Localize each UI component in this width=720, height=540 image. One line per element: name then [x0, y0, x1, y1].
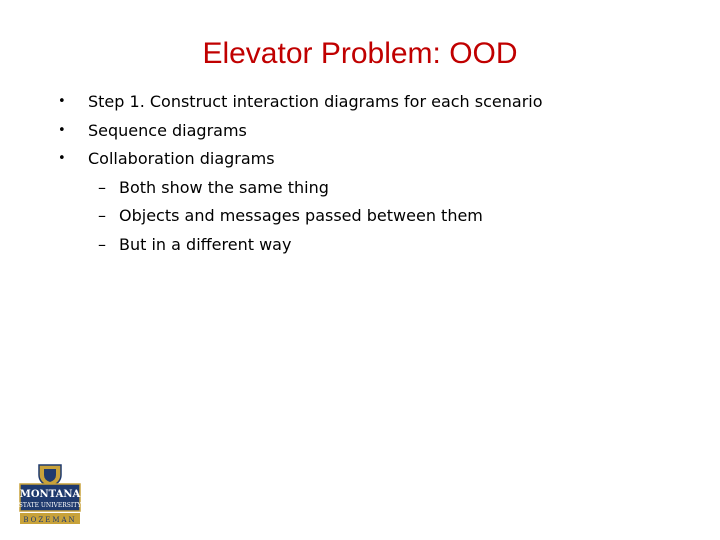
logo-line2: STATE UNIVERSITY — [18, 502, 82, 509]
bullet-item — [0, 88, 720, 117]
montana-state-logo-graphic — [15, 463, 85, 527]
bullet-item — [0, 145, 720, 174]
sub-bullet-text: Both show the same thing — [119, 177, 329, 197]
sub-bullet-marker: – — [98, 177, 106, 197]
bullet-list — [0, 88, 720, 260]
bullet-marker: • — [58, 94, 66, 109]
logo-line3: BOZEMAN — [23, 516, 77, 524]
sub-bullet-item — [0, 202, 720, 231]
bullet-text: Sequence diagrams — [88, 120, 247, 140]
logo-line1: MONTANA — [19, 489, 81, 500]
bullet-marker: • — [58, 151, 66, 167]
sub-bullet-item — [0, 174, 720, 203]
bullet-item — [0, 117, 720, 146]
montana-state-logo — [15, 463, 85, 527]
sub-bullet-marker: – — [98, 234, 106, 254]
slide-title: Elevator Problem: OOD — [202, 37, 518, 70]
bullet-text: Step 1. Construct interaction diagrams for each scenario — [88, 92, 543, 111]
sub-bullet-marker: – — [98, 206, 106, 226]
sub-bullet-text: Objects and messages passed between them — [119, 206, 483, 226]
sub-bullet-item — [0, 231, 720, 260]
bullet-text: Collaboration diagrams — [88, 149, 275, 169]
bullet-marker: • — [58, 122, 66, 138]
sub-bullet-text: But in a different way — [119, 234, 292, 254]
